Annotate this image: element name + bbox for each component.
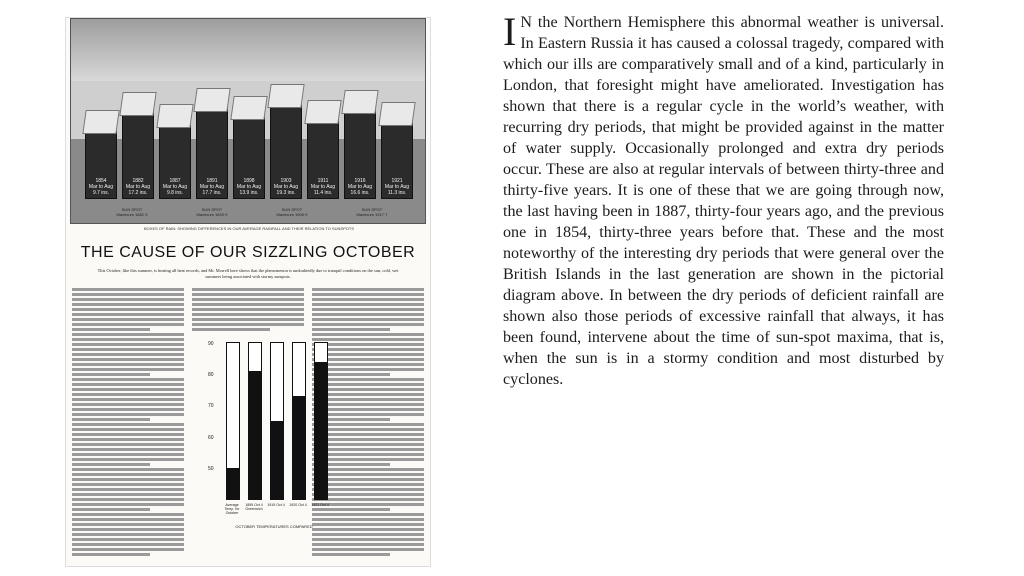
rain-box-label (197, 178, 227, 196)
text-line (312, 328, 390, 331)
paragraph-body: N the Northern Hemisphere this abnormal weather is universal. In Eastern Russia it has caused a colossal tragedy, compared with which our ills are comparatively small and of a kind, particularly in London, that foresight might have ameliorated. Investigation has shown that there is a regular cycle in the world’s weather, with recurring dry periods, that might be provided against in the matter of water supply. Occasionally prolonged and extra dry periods occur. These are also at regular intervals of between thirty-three and thirty-five years. It is one of these that we are going through now, the last having been in 1887, thirty-four years ago, and the previous one in 1854, thirty-three years before that. These and the most noteworthy of the interesting dry periods that were general over the British Islands in the last generation are shown in the pictorial diagram above. In between the dry periods of deficient rainfall are shown also those periods of excessive rainfall that always, it has been found, intervene about the time of sun-spot maxima, that is, when the sun is in a stormy condition and most disturbed by cyclones. (503, 14, 944, 388)
text-line (312, 288, 424, 291)
sunspot-label: SUN SPOT Maximum 1893·9 (196, 207, 228, 217)
text-line (72, 523, 184, 526)
text-line (72, 448, 184, 451)
text-line (312, 533, 424, 536)
rain-box-lid (156, 104, 193, 128)
temperature-bar (292, 342, 306, 500)
text-line (192, 288, 304, 291)
text-line (192, 293, 304, 296)
text-line (72, 303, 184, 306)
text-line (312, 538, 424, 541)
text-line (72, 498, 184, 501)
text-line (312, 318, 424, 321)
figure-caption: BOXES OF RAIN: SHOWING DIFFERENCES IN OUR AVERAGE RAINFALL AND THEIR RELATION TO SUNSPOTS (144, 226, 354, 231)
rain-box-months: Mar to Aug (199, 184, 225, 190)
text-line (72, 363, 184, 366)
rain-box-lid (378, 102, 415, 126)
rain-box-1911 (307, 117, 339, 199)
text-line (192, 313, 304, 316)
rain-box-label (382, 178, 412, 196)
rain-box-months: Mar to Aug (88, 184, 114, 190)
text-line (72, 323, 184, 326)
text-line (72, 393, 184, 396)
text-line (72, 423, 184, 426)
bar-category-label: 1919 Oct 4 (267, 503, 285, 507)
bar-category-label: 1859 Oct 4 Greenwich (245, 503, 263, 511)
text-line (72, 478, 184, 481)
text-line (72, 443, 184, 446)
rain-box-label (86, 178, 116, 196)
text-line (312, 543, 424, 546)
text-line (72, 543, 184, 546)
temperature-bar-fill (315, 362, 327, 499)
text-line (72, 483, 184, 486)
text-line (72, 373, 150, 376)
text-line (72, 288, 184, 291)
rain-box-year: 1854 (95, 178, 107, 184)
text-line (72, 348, 184, 351)
text-line (72, 463, 150, 466)
y-tick-label: 70 (208, 403, 214, 410)
text-line (312, 298, 424, 301)
temperature-bar (226, 342, 240, 500)
sunspot-label: SUN SPOT Maximum 1917·7 (356, 207, 388, 217)
rain-boxes-illustration (70, 18, 426, 224)
rain-box-year: 1882 (132, 178, 144, 184)
bar-category-label: 1921 Oct 4 (311, 503, 329, 507)
rain-box-months: Mar to Aug (125, 184, 151, 190)
text-line (72, 453, 184, 456)
text-line (72, 333, 184, 336)
rain-box-amount: 13.9 ins. (239, 190, 259, 196)
text-line (312, 308, 424, 311)
text-line (72, 518, 184, 521)
text-line (72, 318, 184, 321)
text-line (72, 293, 184, 296)
rain-box-amount: 9.7 ins. (92, 190, 110, 196)
rain-box-label (271, 178, 301, 196)
text-line (192, 303, 304, 306)
rain-box-amount: 9.8 ins. (166, 190, 184, 196)
rain-box-lid (267, 84, 304, 108)
drop-cap: I (503, 9, 517, 54)
magazine-page-thumbnail (66, 18, 430, 566)
rain-box-lid (341, 90, 378, 114)
temperature-bar-fill (293, 396, 305, 499)
text-column-1 (72, 286, 184, 558)
rain-box-months: Mar to Aug (162, 184, 188, 190)
rain-box-amount: 17.7 ins. (202, 190, 222, 196)
text-line (72, 468, 184, 471)
text-line (72, 378, 184, 381)
y-tick-label: 60 (208, 434, 214, 441)
text-line (72, 398, 184, 401)
text-line (312, 313, 424, 316)
text-line (72, 353, 184, 356)
rain-box-1891 (196, 105, 228, 199)
text-line (72, 358, 184, 361)
text-column-2 (192, 286, 304, 334)
text-line (312, 293, 424, 296)
text-line (192, 318, 304, 321)
rain-box-1903 (270, 101, 302, 199)
rain-box-year: 1898 (243, 178, 255, 184)
article-headline: THE CAUSE OF OUR SIZZLING OCTOBER (80, 244, 416, 261)
y-tick-label: 90 (208, 341, 214, 347)
text-line (72, 308, 184, 311)
rain-box-lid (119, 92, 156, 116)
rain-box-amount: 19.3 ins. (276, 190, 296, 196)
rain-box-amount: 11.3 ins. (387, 190, 407, 196)
text-line (72, 328, 150, 331)
text-line (72, 438, 184, 441)
text-line (72, 458, 184, 461)
text-line (72, 503, 184, 506)
text-line (192, 328, 270, 331)
text-line (192, 308, 304, 311)
article-text-zoom (503, 9, 944, 390)
october-temperature-chart (198, 336, 350, 526)
rain-box-label (123, 178, 153, 196)
y-tick-label: 50 (208, 465, 214, 472)
text-line (72, 548, 184, 551)
rain-box-1916 (344, 107, 376, 199)
rain-box-label (308, 178, 338, 196)
rain-box-label (160, 178, 190, 196)
article-paragraph (503, 9, 944, 390)
chart-caption: OCTOBER TEMPERATURES COMPARED (235, 524, 313, 529)
rain-box-months: Mar to Aug (236, 184, 262, 190)
rain-box-lid (193, 88, 230, 112)
rain-box-label (234, 178, 264, 196)
text-line (72, 433, 184, 436)
rain-box-lid (82, 110, 119, 134)
illustration-sky (71, 19, 425, 81)
text-line (312, 323, 424, 326)
text-line (72, 343, 184, 346)
temperature-bar-fill (249, 371, 261, 499)
rain-box-year: 1921 (391, 178, 403, 184)
rain-box-months: Mar to Aug (310, 184, 336, 190)
text-line (72, 488, 184, 491)
rain-box-label (345, 178, 375, 196)
rain-box-1921 (381, 119, 413, 199)
text-line (72, 508, 150, 511)
text-line (72, 388, 184, 391)
text-line (312, 548, 424, 551)
text-line (72, 513, 184, 516)
temperature-bar (248, 342, 262, 500)
text-line (72, 473, 184, 476)
text-line (72, 533, 184, 536)
rain-box-year: 1891 (206, 178, 218, 184)
text-line (72, 338, 184, 341)
temperature-bar (314, 342, 328, 500)
bar-category-label: 1920 Oct 4 (289, 503, 307, 507)
text-line (312, 553, 390, 556)
text-line (72, 528, 184, 531)
rain-box-months: Mar to Aug (273, 184, 299, 190)
text-line (72, 413, 184, 416)
text-line (192, 298, 304, 301)
temperature-bar-fill (227, 468, 239, 499)
rain-box-lid (230, 96, 267, 120)
sunspot-label: SUN SPOT Maximum 1905·9 (276, 207, 308, 217)
y-tick-label: 80 (208, 372, 214, 379)
text-line (312, 303, 424, 306)
text-line (72, 298, 184, 301)
rain-box-amount: 17.2 ins. (128, 190, 148, 196)
text-line (72, 538, 184, 541)
text-line (72, 313, 184, 316)
text-line (72, 408, 184, 411)
text-line (72, 383, 184, 386)
sunspot-label: SUN SPOT Maximum 1882·3 (116, 207, 148, 217)
rain-box-1887 (159, 121, 191, 199)
text-line (72, 368, 184, 371)
rain-box-1854 (85, 127, 117, 199)
text-line (72, 403, 184, 406)
rain-box-months: Mar to Aug (347, 184, 373, 190)
text-line (72, 493, 184, 496)
rain-box-1882 (122, 109, 154, 199)
rain-box-lid (304, 100, 341, 124)
rain-box-year: 1911 (317, 178, 329, 184)
rain-box-amount: 16.6 ins. (350, 190, 370, 196)
rain-box-months: Mar to Aug (384, 184, 410, 190)
temperature-bar (270, 342, 284, 500)
text-line (192, 323, 304, 326)
rain-box-amount: 11.4 ins. (313, 190, 333, 196)
rain-box-year: 1887 (169, 178, 181, 184)
rain-box-year: 1916 (354, 178, 366, 184)
article-subhead: This October, like this summer, is beating all heat records, and Mr. Morrell here shows that the phenomenon is undoubtedly due to tranquil conditions on the sun, cold, wet summers being associated with stormy sunspots. (97, 268, 399, 279)
text-line (72, 553, 150, 556)
text-line (72, 428, 184, 431)
text-line (72, 418, 150, 421)
rain-box-year: 1903 (280, 178, 292, 184)
bar-category-label: Average Temp. for October (224, 503, 240, 515)
rain-box-1898 (233, 113, 265, 199)
temperature-bar-fill (271, 421, 283, 499)
